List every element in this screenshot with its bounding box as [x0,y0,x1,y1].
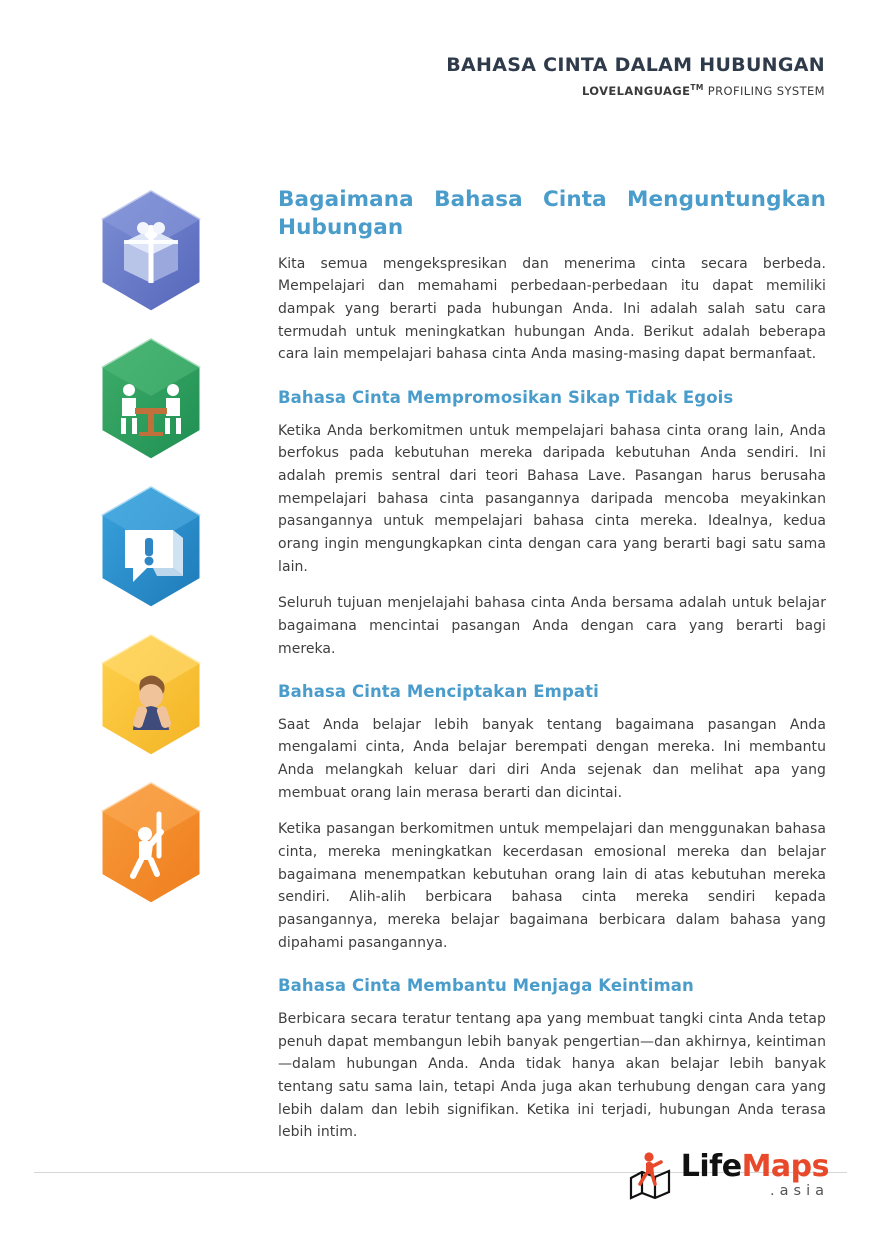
intro-paragraph: Kita semua mengekspresikan dan menerima cinta secara berbeda. Mempelajari dan memahami perbedaan-perbedaan itu dapat memiliki dampak yang berarti pada hubungan Anda. Ini adalah salah satu cara termudah untuk meningkatkan hubungan Anda. Berikut adalah beberapa cara lain mempelajari bahasa cinta Anda masing-masing dapat bermanfaat. [278,255,826,363]
acts-of-service-icon [95,630,207,760]
subsection-title-1: Bahasa Cinta Mempromosikan Sikap Tidak Egois [278,388,734,408]
icon-column [95,186,215,926]
section-title: Bagaimana Bahasa Cinta Menguntungkan Hubungan [278,187,826,241]
logo-wordmark [680,1148,829,1199]
trademark-mark: TM [690,83,704,92]
logo-word-maps: Maps [741,1148,829,1184]
logo-word-life: Life [680,1148,742,1184]
subsection-2-paragraph-2: Ketika pasangan berkomitmen untuk mempelajari dan menggunakan bahasa cinta, mereka meningkatkan kecerdasan emosional mereka dan belajar bagaimana menempatkan kebutuhan orang lain di atas kebutuhan mereka sendiri. Alih-alih berbicara bahasa cinta mereka sendiri kepada pasangannya, mereka belajar bagaimana berbicara dalam bahasa yang dipahami pasangannya. [278,821,826,951]
subsection-2-paragraph-1: Saat Anda belajar lebih banyak tentang bagaimana pasangan Anda mengalami cinta, Anda belajar berempati dengan mereka. Ini membantu Anda melangkah keluar dari diri Anda sejenak dan melihat apa yang membuat orang lain merasa berarti dan dicintai. [278,716,826,801]
subsection-1-paragraph-1: Ketika Anda berkomitmen untuk mempelajari bahasa cinta orang lain, Anda berfokus pada kebutuhan mereka daripada kebutuhan Anda sendiri. Ini adalah premis sentral dari teori Bahasa Lave. Pasangan harus berusaha mempelajari bahasa cinta pasangannya daripada mencoba meyakinkan pasangannya untuk mempelajari bahasa cinta mereka. Idealnya, kedua orang ingin mengungkapkan cinta dengan cara yang berarti bagi satu sama lain. [278,422,826,575]
page-title: BAHASA CINTA DALAM HUBUNGAN [446,54,825,76]
document-header [265,54,825,98]
header-subtitle-rest: PROFILING SYSTEM [703,83,825,98]
gift-box-icon [95,186,207,316]
header-subtitle [265,83,825,98]
subsection-3-paragraph-1: Berbicara secara teratur tentang apa yang membuat tangki cinta Anda tetap penuh dapat membangun lebih banyak pengertian—dan akhirnya, keintiman—dalam hubungan Anda. Anda tidak hanya akan belajar lebih banyak tentang satu sama lain, tetapi Anda juga akan terhubung dengan cara yang lebih dalam dan lebih signifikan. Ketika ini terjadi, hubungan Anda terasa lebih intim. [278,1010,826,1141]
lifemaps-logo [625,1148,829,1202]
words-of-affirmation-speech-icon [95,482,207,612]
quality-time-table-icon [95,334,207,464]
map-pin-runner-icon [625,1148,675,1202]
physical-touch-climbing-icon [95,778,207,908]
brand-name: LOVELANGUAGE [581,83,691,98]
logo-tld: .asia [770,1182,829,1199]
subsection-1-paragraph-2: Seluruh tujuan menjelajahi bahasa cinta Anda bersama adalah untuk belajar bagaimana mencintai pasangan Anda dengan cara yang berarti bagi mereka. [278,595,826,657]
subsection-title-3: Bahasa Cinta Membantu Menjaga Keintiman [278,976,694,996]
subsection-title-2: Bahasa Cinta Menciptakan Empati [278,682,599,702]
article-content [278,186,826,1144]
